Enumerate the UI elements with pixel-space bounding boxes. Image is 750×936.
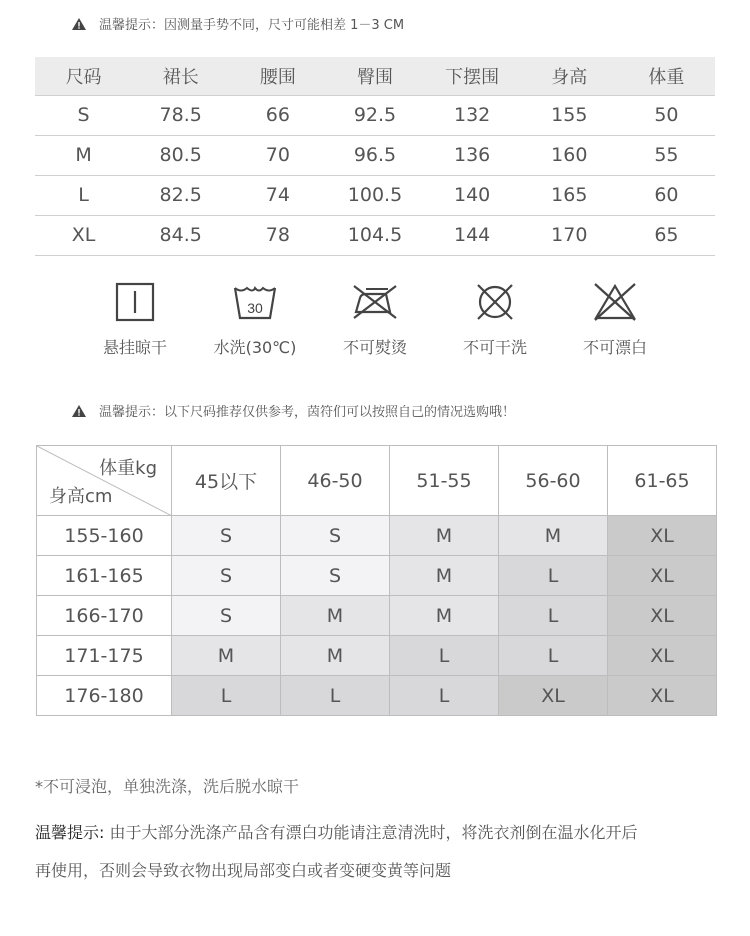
value-cell: 170 [521,215,618,255]
recommendation-notice [72,401,515,420]
no-bleach-icon [592,282,638,322]
height-range-cell: 171-175 [37,636,172,676]
weight-header: 61-65 [608,446,717,516]
value-cell: 84.5 [132,215,229,255]
table-row [35,175,715,215]
value-cell: 78 [229,215,326,255]
recommended-size-cell: M [281,636,390,676]
washing-tip-line2: 再使用，否则会导致衣物出现局部变白或者变硬变黄等问题 [35,861,452,880]
recommended-size-cell: XL [608,516,717,556]
value-cell: 144 [424,215,521,255]
wash-30-icon [232,282,278,322]
value-cell: 80.5 [132,135,229,175]
height-range-cell: 161-165 [37,556,172,596]
value-cell: 92.5 [326,95,423,135]
recommended-size-cell: M [390,596,499,636]
notice-text: 温馨提示：因测量手势不同，尺寸可能相差 1－3 CM [99,18,405,33]
header-cell: 臀围 [326,57,423,95]
size-table-header [35,57,715,95]
value-cell: 96.5 [326,135,423,175]
recommended-size-cell: S [172,556,281,596]
recommended-size-cell: M [172,636,281,676]
size-table [35,57,715,256]
recommended-size-cell: M [281,596,390,636]
size-recommendation-table [36,445,717,716]
weight-header: 56-60 [499,446,608,516]
washing-note: *不可浸泡，单独洗涤，洗后脱水晾干 [35,777,300,796]
height-range-cell: 166-170 [37,596,172,636]
height-range-cell: 176-180 [37,676,172,716]
value-cell: 132 [424,95,521,135]
table-row [37,676,717,716]
size-cell: L [35,175,132,215]
care-wash-30 [195,282,315,358]
recommended-size-cell: XL [608,596,717,636]
rec-header-row [37,446,717,516]
value-cell: 160 [521,135,618,175]
value-cell: 70 [229,135,326,175]
value-cell: 55 [618,135,715,175]
weight-axis-label: 体重kg [99,458,157,479]
table-row [35,95,715,135]
weight-header: 45以下 [172,446,281,516]
value-cell: 140 [424,175,521,215]
value-cell: 136 [424,135,521,175]
recommended-size-cell: XL [499,676,608,716]
value-cell: 66 [229,95,326,135]
table-row [35,135,715,175]
table-row [37,556,717,596]
header-cell: 体重 [618,57,715,95]
recommended-size-cell: L [390,636,499,676]
recommended-size-cell: XL [608,556,717,596]
care-no-iron [315,282,435,358]
recommended-size-cell: S [281,516,390,556]
recommended-size-cell: S [172,516,281,556]
wash-temp-text: 30 [247,300,263,316]
value-cell: 60 [618,175,715,215]
recommended-size-cell: S [281,556,390,596]
weight-header: 46-50 [281,446,390,516]
value-cell: 74 [229,175,326,215]
header-cell: 下摆围 [424,57,521,95]
value-cell: 165 [521,175,618,215]
header-cell: 裙长 [132,57,229,95]
notice-text: 温馨提示：以下尺码推荐仅供参考，茵符们可以按照自己的情况选购哦！ [99,405,516,420]
measurement-notice [72,14,404,33]
recommended-size-cell: M [390,556,499,596]
tip-label: 温馨提示: [35,823,105,842]
height-axis-label: 身高cm [49,486,113,507]
table-row [37,516,717,556]
recommended-size-cell: S [172,596,281,636]
tip-text: 由于大部分洗涤产品含有漂白功能请注意清洗时，将洗衣剂倒在温水化开后 [104,823,638,842]
care-no-bleach [555,282,675,358]
value-cell: 82.5 [132,175,229,215]
recommended-size-cell: L [499,596,608,636]
warning-icon [72,405,86,417]
care-label: 悬挂晾干 [102,338,167,357]
value-cell: 65 [618,215,715,255]
value-cell: 100.5 [326,175,423,215]
recommended-size-cell: L [499,556,608,596]
care-label: 不可漂白 [582,338,647,357]
weight-header: 51-55 [390,446,499,516]
recommended-size-cell: M [390,516,499,556]
corner-cell [37,446,172,516]
height-range-cell: 155-160 [37,516,172,556]
table-row [37,596,717,636]
care-label: 水洗(30℃) [213,338,297,357]
recommended-size-cell: XL [608,636,717,676]
care-hang-dry [75,282,195,358]
value-cell: 78.5 [132,95,229,135]
size-cell: S [35,95,132,135]
value-cell: 50 [618,95,715,135]
recommended-size-cell: XL [608,676,717,716]
table-row [37,636,717,676]
recommended-size-cell: M [499,516,608,556]
care-label: 不可干洗 [462,338,527,357]
care-no-dry-clean [435,282,555,358]
recommended-size-cell: L [390,676,499,716]
washing-tip-line1 [35,820,638,843]
header-cell: 尺码 [35,57,132,95]
warning-icon [72,18,86,30]
recommended-size-cell: L [172,676,281,716]
no-dry-clean-icon [473,282,517,322]
table-row [35,215,715,255]
size-cell: M [35,135,132,175]
no-iron-icon [352,282,398,322]
size-cell: XL [35,215,132,255]
recommended-size-cell: L [281,676,390,716]
value-cell: 104.5 [326,215,423,255]
header-cell: 腰围 [229,57,326,95]
recommended-size-cell: L [499,636,608,676]
hang-dry-icon [115,282,155,322]
header-cell: 身高 [521,57,618,95]
care-label: 不可熨烫 [342,338,407,357]
value-cell: 155 [521,95,618,135]
